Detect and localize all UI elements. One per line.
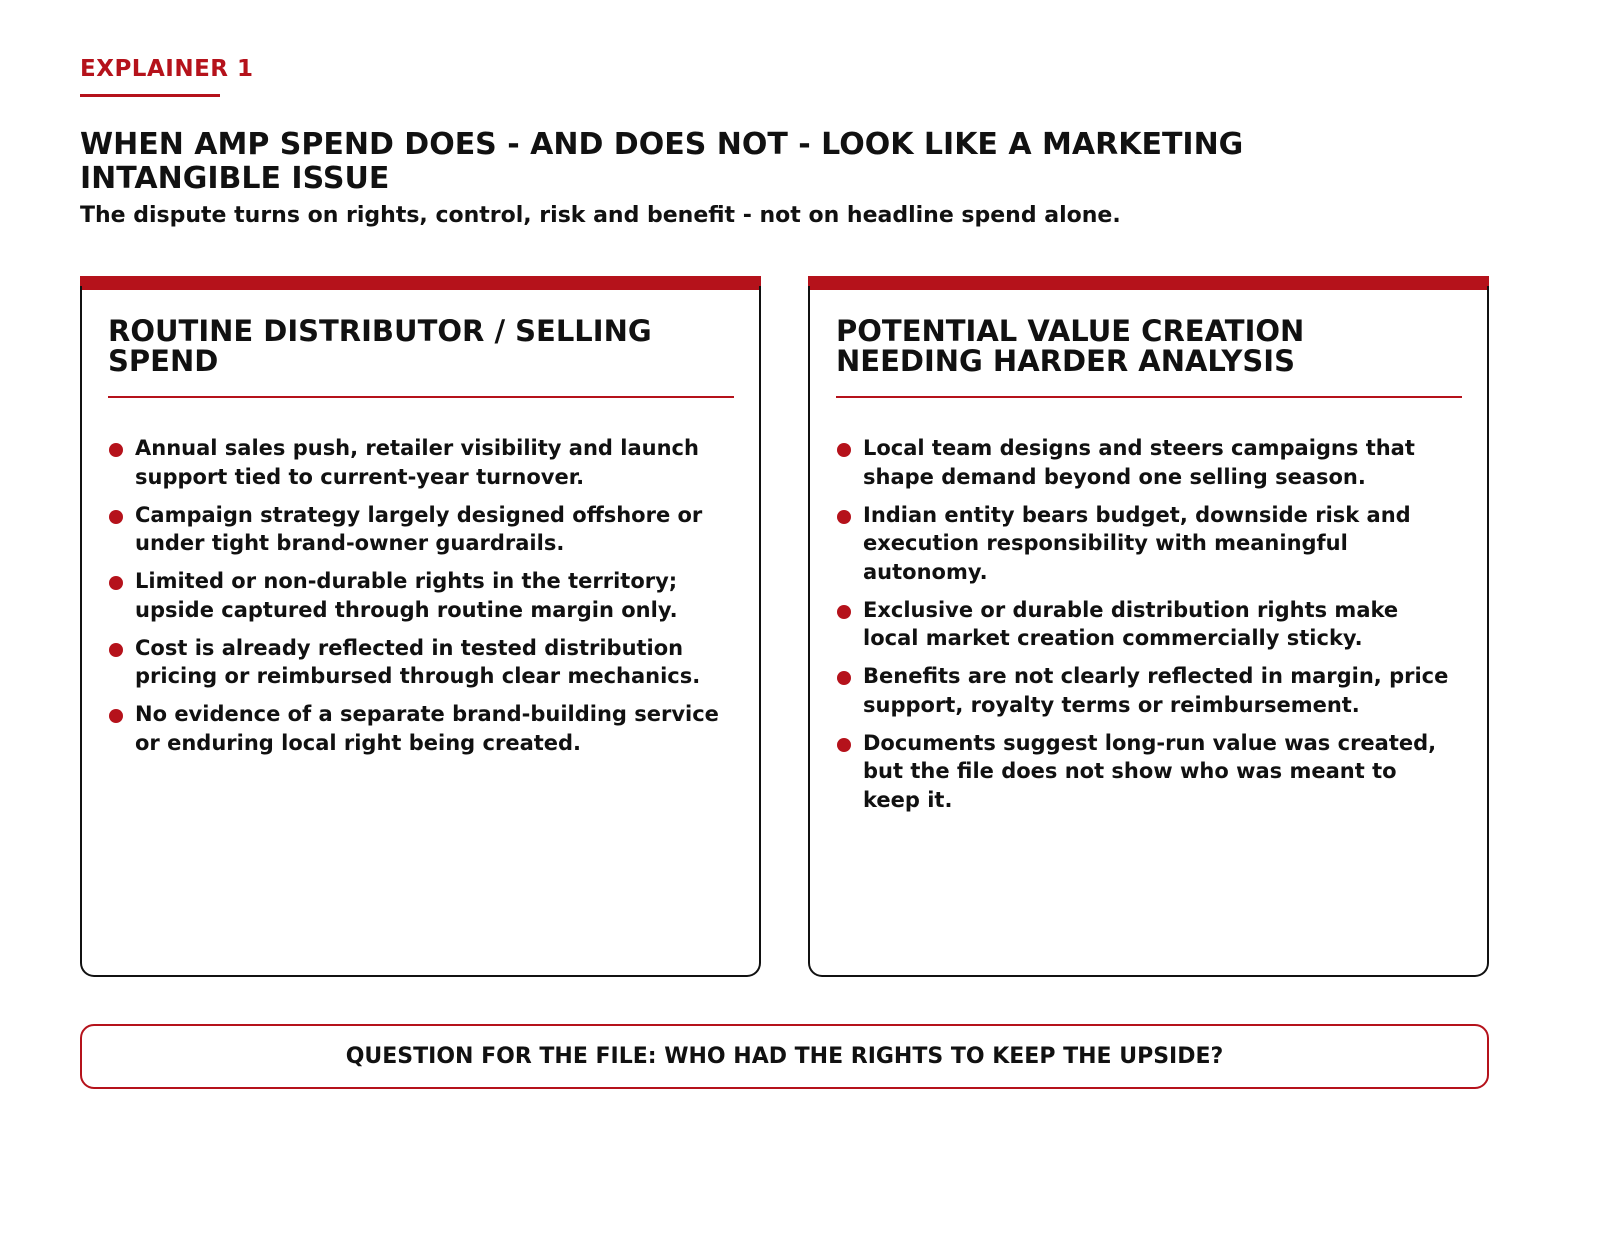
bullet-dot-icon: [837, 671, 851, 685]
card-value-creation: [808, 276, 1489, 977]
item-text: Annual sales push, retailer visibility and launch support tied to current-year turnover.: [135, 436, 699, 489]
list-item: [836, 662, 1456, 719]
bullet-dot-icon: [109, 643, 123, 657]
heading-divider: [108, 396, 734, 398]
bullet-dot-icon: [837, 605, 851, 619]
bullet-list: [108, 434, 728, 767]
list-item: [108, 501, 728, 558]
list-item: [108, 567, 728, 624]
question-text: QUESTION FOR THE FILE: WHO HAD THE RIGHTS TO KEEP THE UPSIDE?: [345, 1044, 1224, 1069]
page-title: WHEN AMP SPEND DOES - AND DOES NOT - LOOK LIKE A MARKETING INTANGIBLE ISSUE: [80, 127, 1244, 196]
list-item: [836, 501, 1456, 587]
page-subtitle: The dispute turns on rights, control, risk and benefit - not on headline spend alone.: [80, 203, 1121, 228]
list-item: [108, 700, 728, 757]
kicker-underline: [80, 94, 220, 97]
item-text: Documents suggest long-run value was created, but the file does not show who was meant to keep it.: [863, 730, 1437, 812]
bullet-dot-icon: [109, 709, 123, 723]
list-item: [108, 634, 728, 691]
card-heading: POTENTIAL VALUE CREATION NEEDING HARDER ANALYSIS: [836, 314, 1305, 378]
item-text: No evidence of a separate brand-building service or enduring local right being created.: [135, 702, 719, 755]
bullet-list: [836, 434, 1456, 824]
heading-divider: [836, 396, 1462, 398]
item-text: Cost is already reflected in tested distribution pricing or reimbursed through clear mechanics.: [135, 635, 701, 688]
item-text: Exclusive or durable distribution rights make local market creation commercially sticky.: [863, 597, 1399, 650]
card-routine-spend: [80, 276, 761, 977]
bullet-dot-icon: [837, 443, 851, 457]
bullet-dot-icon: [109, 443, 123, 457]
list-item: [836, 596, 1456, 653]
item-text: Indian entity bears budget, downside risk and execution responsibility with meaningful autonomy.: [863, 502, 1411, 584]
item-text: Local team designs and steers campaigns that shape demand beyond one selling season.: [863, 436, 1415, 489]
bullet-dot-icon: [109, 576, 123, 590]
explainer-label: EXPLAINER 1: [80, 56, 254, 82]
card-heading: ROUTINE DISTRIBUTOR / SELLING SPEND: [108, 314, 652, 378]
item-text: Campaign strategy largely designed offshore or under tight brand-owner guardrails.: [135, 502, 703, 555]
list-item: [108, 434, 728, 491]
list-item: [836, 729, 1456, 815]
bullet-dot-icon: [837, 510, 851, 524]
item-text: Benefits are not clearly reflected in margin, price support, royalty terms or reimbursement.: [863, 664, 1449, 717]
question-callout: [80, 1024, 1489, 1089]
item-text: Limited or non-durable rights in the territory; upside captured through routine margin only.: [135, 569, 678, 622]
bullet-dot-icon: [109, 510, 123, 524]
bullet-dot-icon: [837, 738, 851, 752]
list-item: [836, 434, 1456, 491]
